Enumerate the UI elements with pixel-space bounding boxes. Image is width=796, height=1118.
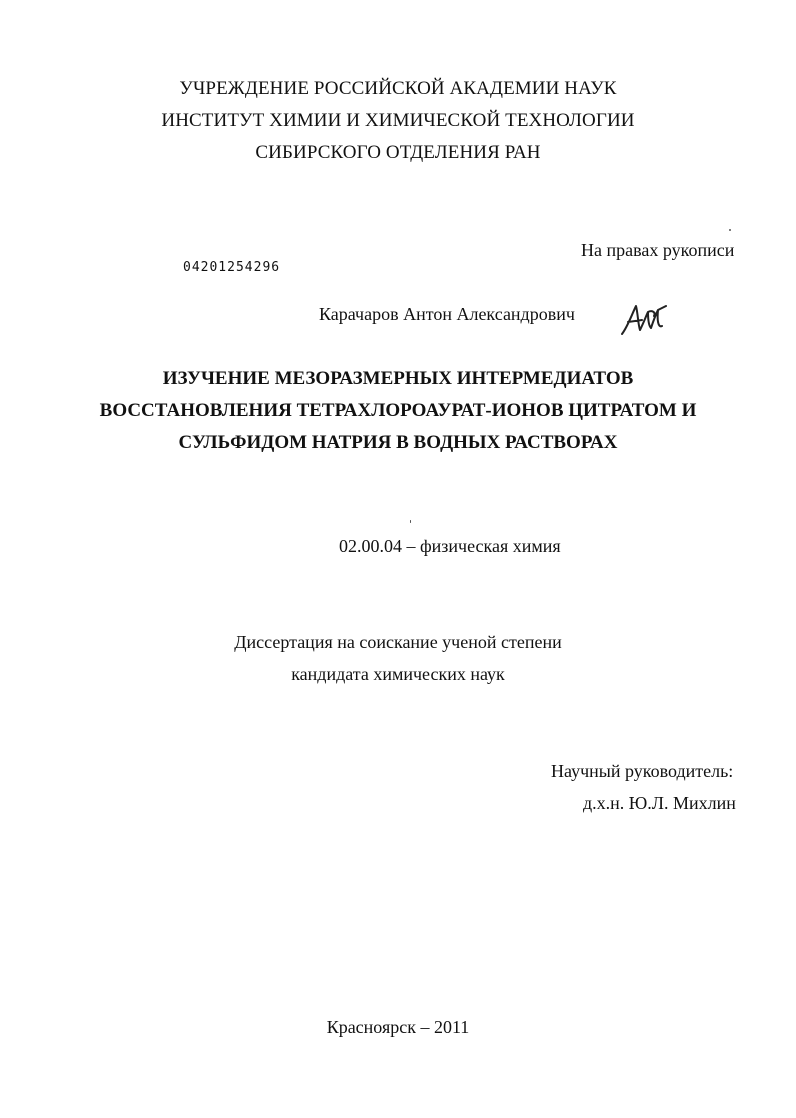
- title-line-3: СУЛЬФИДОМ НАТРИЯ В ВОДНЫХ РАСТВОРАХ: [178, 432, 618, 453]
- title-line-2: ВОССТАНОВЛЕНИЯ ТЕТРАХЛОРОАУРАТ-ИОНОВ ЦИТРАТОМ И: [99, 400, 697, 421]
- institution-line-1: УЧРЕЖДЕНИЕ РОССИЙСКОЙ АКАДЕМИИ НАУК: [179, 78, 617, 99]
- institution-line-3: СИБИРСКОГО ОТДЕЛЕНИЯ РАН: [255, 142, 541, 163]
- author-name: Карачаров Антон Александрович: [319, 304, 575, 324]
- institution-line-2: ИНСТИТУТ ХИМИИ И ХИМИЧЕСКОЙ ТЕХНОЛОГИИ: [161, 110, 635, 131]
- signature-mark: [618, 300, 670, 342]
- library-code: 04201254296: [183, 260, 281, 275]
- place-year: Красноярск – 2011: [326, 1017, 470, 1037]
- manuscript-note: На правах рукописи: [581, 240, 735, 260]
- title-line-1: ИЗУЧЕНИЕ МЕЗОРАЗМЕРНЫХ ИНТЕРМЕДИАТОВ: [162, 368, 634, 389]
- supervisor-label: Научный руководитель:: [551, 761, 734, 781]
- scan-speck: [410, 520, 411, 523]
- scan-speck: [729, 229, 731, 231]
- supervisor-name: д.х.н. Ю.Л. Михлин: [583, 793, 736, 813]
- degree-line-2: кандидата химических наук: [291, 664, 505, 684]
- specialty: 02.00.04 – физическая химия: [339, 536, 561, 556]
- degree-line-1: Диссертация на соискание ученой степени: [234, 632, 562, 652]
